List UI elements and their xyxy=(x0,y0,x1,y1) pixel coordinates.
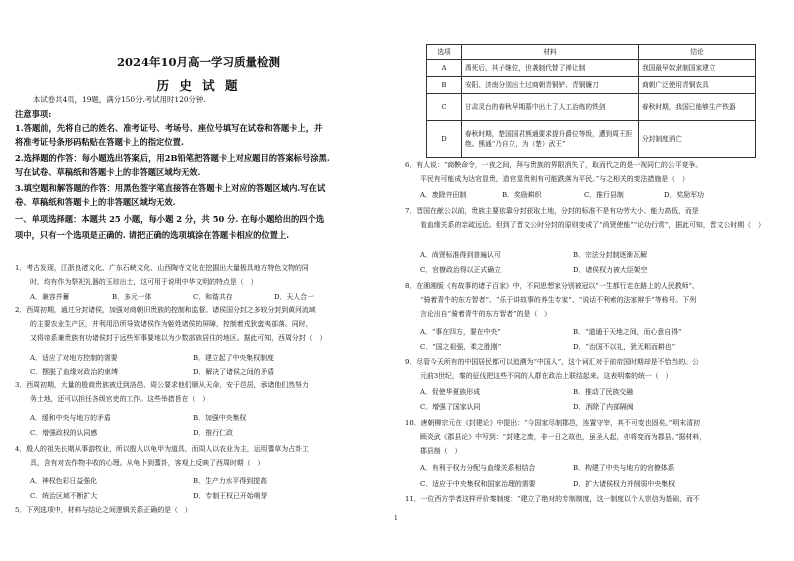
question-8-text: 言论出自“骑着青牛的东方智者”的是（ ） xyxy=(420,310,552,318)
table-cell: 禹死后，其子继位，世袭制代替了禅让制 xyxy=(462,60,639,77)
question-2-text: 2．西周初期，通过分封诸侯，加强对商朝旧贵族的控制和监督。诸侯国分封之多较分封到黄河流域 xyxy=(15,306,316,314)
option-c: C．适应于中央集权和国家治理的需要 xyxy=(420,480,536,488)
table-cell: A xyxy=(427,60,462,77)
option-d: D．奖励军功 xyxy=(664,191,704,199)
option-d: D．天人合一 xyxy=(274,293,314,301)
table-row xyxy=(427,77,756,94)
question-4-text: 4．殷人的祖先长期从事游牧业，所以殷人以龟甲为道具，而周人以农业为主，运用蓍草为占卦工 xyxy=(15,445,309,453)
question-11-text: 11．一位西方学者这样评价秦制度：“建立了绝对的专制制度，这一制度以个人崇信为基础，而不 xyxy=(405,495,700,503)
option-d: D．专制王权已开始萌芽 xyxy=(193,492,268,500)
option-a: A．神权色彩日益强化 xyxy=(30,477,97,485)
question-2-text: 又将帝系兼贵族有功诸侯封于远些军事要地以为少数部族居住的地区。据此可知，西周分封（ ） xyxy=(30,334,327,342)
table-cell: 甘肃灵台的春秋早期墓中出土了人工冶炼的铁剑 xyxy=(462,94,639,121)
question-5-text: 5．下列选项中，材料与结论之间逻辑关系正确的是（ ） xyxy=(15,506,192,514)
option-c: C．统治区域不断扩大 xyxy=(30,492,98,500)
table-cell: 安阳、济南分别出土过商朝青铜铲、青铜镰刀 xyxy=(462,77,639,94)
question-9-text: 9．尽管今天所有的中国居民都可以追溯为“中国人”，这个词汇对于前帝国时期却是不恰当的。公 xyxy=(405,358,699,366)
table-cell: D xyxy=(427,121,462,158)
notice-line: 2.选择题的作答：每小题选出答案后，用2B铅笔把答题卡上对应题目的答案标号涂黑. xyxy=(15,153,330,163)
question-7-text: 看血缘关系的亲疏远近。但到了晋文公时分封的原则变成了“尚贤使能”“论功行赏”，据此可知，晋文公时期（ ） xyxy=(420,221,765,229)
question-8-text: “骑着青牛的东方智者”、“乐于讲故事的养生专家”、“说话不利索的法家辩手”等称号。下列 xyxy=(420,296,697,304)
question-10-text: 顾炎武《郡县论》中写到：“封建之废，非一日之故也，虽圣人起，亦将变而为郡县。”据材料， xyxy=(420,433,707,441)
table-header-row xyxy=(427,45,756,60)
option-b: B．多元一体 xyxy=(112,293,152,301)
question-4-text: 具，含有对农作物丰收的心理。从龟卜到蓍卦，客观上反映了西周时期（ ） xyxy=(30,459,265,467)
section-heading: 一、单项选择题：本题共 25 小题，每小题 2 分，共 50 分. 在每小题给出的四个选 xyxy=(15,214,325,224)
table-cell: 商朝广泛使用青铜农具 xyxy=(639,77,756,94)
question-1-text: 1．考古发现，江浙良渚文化、广东石峡文化、山西陶寺文化在挖掘出大量极具地方特色文物的同 xyxy=(15,264,309,272)
option-b: B．宗法分封制逐渐瓦解 xyxy=(573,251,647,259)
question-10-text: 10．唐朝柳宗元在《封建论》中提出：“今国家尽制郡邑，连置守宰，其不可变也固矣。”明末清初 xyxy=(405,419,700,427)
table-cell: 春秋时期，我国已能够生产铁器 xyxy=(639,94,756,121)
notice-heading: 注意事项: xyxy=(15,109,52,119)
option-c: C．摆脱了血缘对政治的束缚 xyxy=(30,368,118,376)
option-b: B．构建了中央与地方的官僚体系 xyxy=(573,464,675,472)
notice-line: 写在试卷、草稿纸和答题卡上的非答题区域均无效. xyxy=(15,167,201,177)
option-d: D．诸侯权力被大臣架空 xyxy=(573,266,648,274)
option-d: D．“治国不以礼，犹无耜而耕也” xyxy=(573,343,676,351)
option-d: D．扩大诸侯权力并削弱中央集权 xyxy=(573,480,675,488)
option-a: A．有利于权力分配与血缘关系相结合 xyxy=(420,464,536,472)
table-row xyxy=(427,121,756,158)
table-cell: 我国最早奴隶制国家建立 xyxy=(639,60,756,77)
option-d: D．消除了内部隔阂 xyxy=(573,403,634,411)
option-a: A．兼容并蓄 xyxy=(30,293,70,301)
option-b: B．奖励耕织 xyxy=(502,191,542,199)
option-c: C．增强政权的认同感 xyxy=(30,429,98,437)
option-c: C．官僚政治得以正式确立 xyxy=(420,266,502,274)
table-cell: B xyxy=(427,77,462,94)
option-b: B．加强中央集权 xyxy=(193,414,247,422)
page-number: 1 xyxy=(394,515,398,522)
question-6-text: 6．有人说：“商鞅命令，一夜之间，拜与贵族的界限消失了，取而代之的是一视同仁的公平竞争。 xyxy=(405,161,703,169)
table-header: 结论 xyxy=(639,45,756,60)
table-header: 材料 xyxy=(462,45,639,60)
option-c: C．推行县制 xyxy=(584,191,624,199)
option-b: B．生产力水平得到提高 xyxy=(193,477,267,485)
option-a: A．“事在四方，要在中央” xyxy=(420,328,501,336)
option-b: B．建立起了中央集权制度 xyxy=(193,354,274,362)
material-conclusion-table xyxy=(426,44,756,158)
option-c: C．“国之祖强，柔之胜刚” xyxy=(420,343,502,351)
notice-line: 卷、草稿纸和答题卡上的非答题区域均无效. xyxy=(15,197,176,207)
option-c: C．增强了国家认同 xyxy=(420,403,481,411)
table-cell: 分封制度消亡 xyxy=(639,121,756,158)
subject-title: 历 史 试 题 xyxy=(156,78,241,93)
question-6-text: 平民有可能成为达官显贵，造官显贵则有可能跌落为平民。”与之相关的变法措施是（ ） xyxy=(420,175,689,183)
question-2-text: 的主要农业生产区，并利用沿所导致诸侯作为姬姓诸侯的屏障，控制着戎狄蛮夷部落。同时， xyxy=(30,320,313,328)
question-10-text: 郡县制（ ） xyxy=(420,447,462,455)
option-a: A．适应了对地方控制的需要 xyxy=(30,354,118,362)
question-3-text: 务土地，还可以担任各级官吏的工作。这些举措旨在（ ） xyxy=(30,395,210,403)
question-8-text: 8．在湘湘版《有故事的诸子百家》中，不同思想家分别被冠以“一生都行走在路上的人民教师”、 xyxy=(405,282,699,290)
table-cell: C xyxy=(427,94,462,121)
table-row xyxy=(427,60,756,77)
notice-line: 3.填空题和解答题的作答：用黑色签字笔直接答在答题卡上对应的答题区域内.写在试 xyxy=(15,183,326,193)
option-a: A．缓和中央与地方的矛盾 xyxy=(30,414,111,422)
option-a: A．尚贤标准得到普遍认可 xyxy=(420,251,501,259)
table-row xyxy=(427,94,756,121)
question-1-text: 时，均有作为祭祀礼器的玉琮出土，这可用于说明中华文明的特点是（ ） xyxy=(30,278,258,286)
notice-line: 1.答题前，先将自己的姓名、准考证号、考场号、座位号填写在试卷和答题卡上，并 xyxy=(15,123,323,133)
exam-title: 2024年10月高一学习质量检测 xyxy=(116,55,280,69)
option-b: B．推动了民族交融 xyxy=(573,388,634,396)
option-b: B．“道通于天地之间，而心意自得” xyxy=(573,328,682,336)
option-c: C．和谐共存 xyxy=(193,293,233,301)
question-7-text: 7．晋国在献公以前，贵族主要依靠分封获取土地，分封的标准不是有功劳大小、能力高低，而是 xyxy=(405,207,699,215)
option-d: D．推行仁政 xyxy=(193,429,233,437)
notice-line: 将准考证号条形码粘贴在答题卡上的指定位置. xyxy=(15,137,184,147)
section-heading: 项中，只有一个选项是正确的. 请把正确的选项填涂在答题卡相应的位置上. xyxy=(15,230,290,240)
question-9-text: 元前3世纪，秦的征伐把这些不同的人群在政治上联结起来。这表明秦的统一（ ） xyxy=(420,372,673,380)
table-cell: 春秋时期，楚国国君熊通要求提升爵位等级，遭到周王拒绝。熊通“乃自立，为（楚）武王” xyxy=(462,121,639,158)
table-header: 选项 xyxy=(427,45,462,60)
question-3-text: 3．西周初期，大量的殷商贵族被迁到洛邑、周公要求他们顺从天命，安于邑居，承诸他们然努力 xyxy=(15,381,309,389)
option-d: D．解决了诸侯之间的矛盾 xyxy=(193,368,275,376)
option-a: A．促使华夏族形成 xyxy=(420,388,481,396)
exam-intro: 本试卷共4页，19题，满分150分.考试用时120分钟. xyxy=(33,95,206,104)
option-a: A．废除井田制 xyxy=(420,191,467,199)
